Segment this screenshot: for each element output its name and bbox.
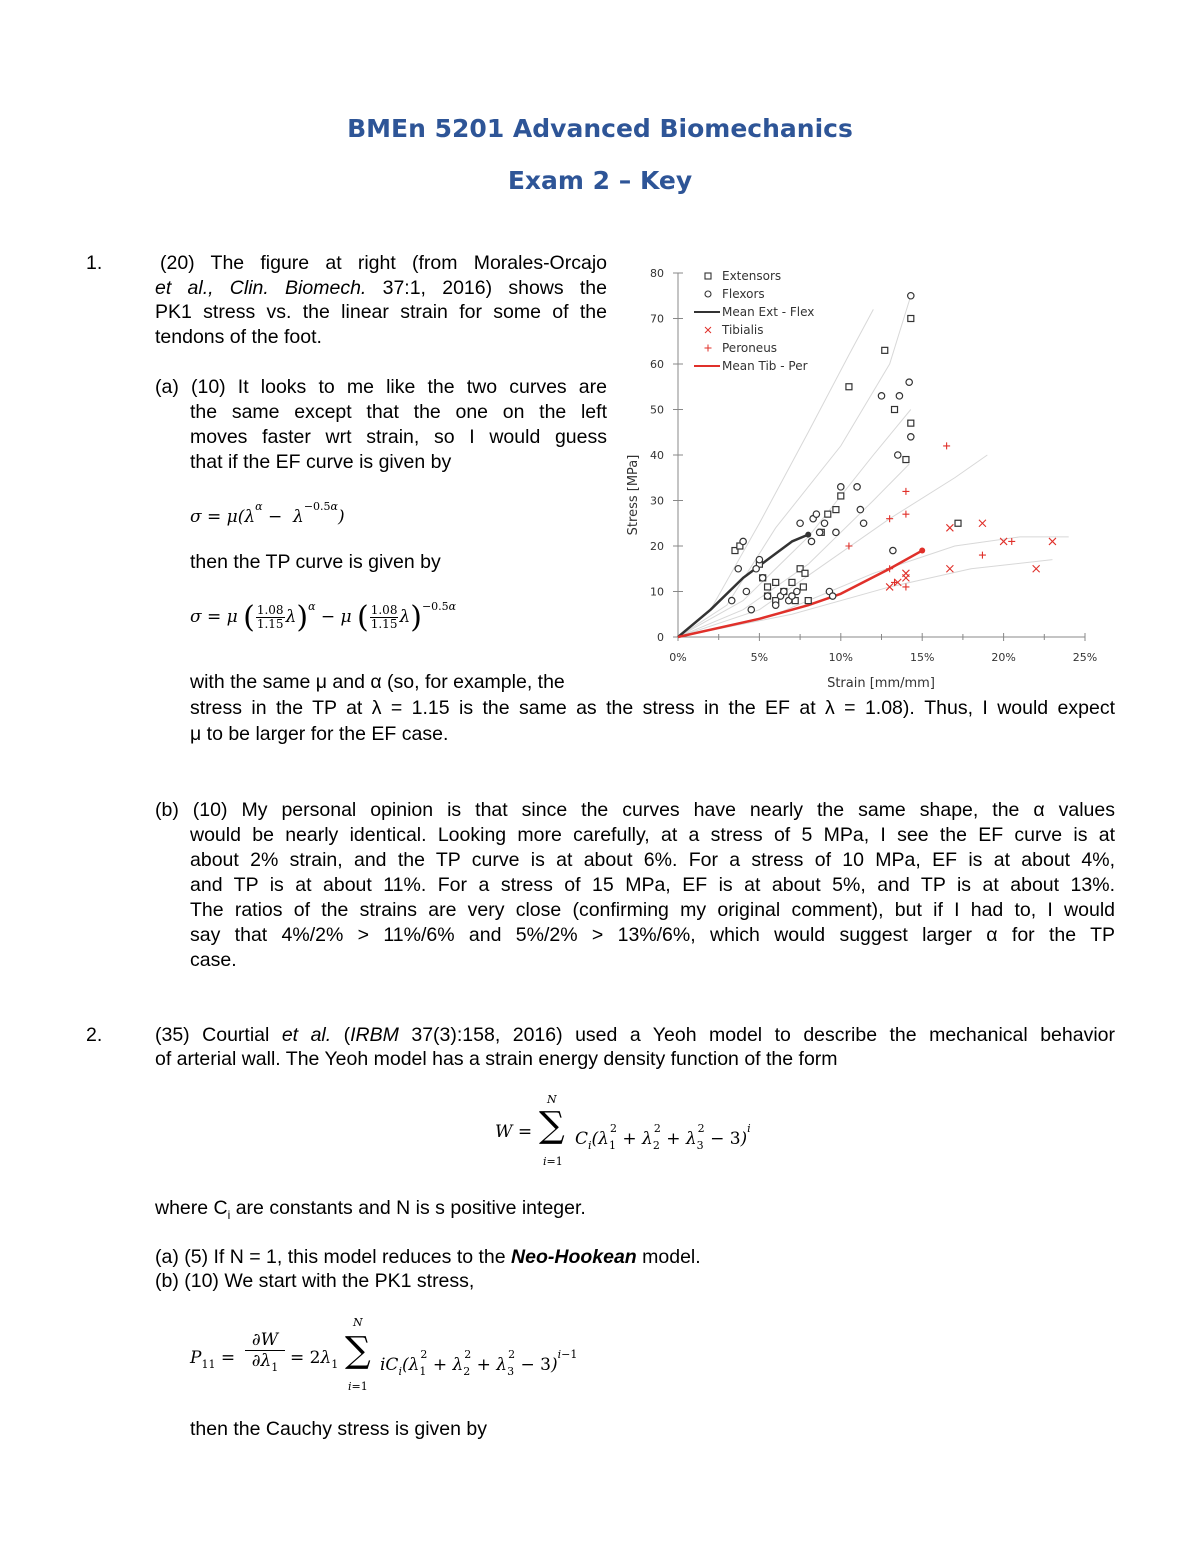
where-b: are constants and N is s positive integer. [230,1197,586,1219]
marker-circle-0 [729,597,735,603]
marker-x-3 [902,570,909,577]
mean-line-end-5 [919,548,925,554]
marker-square-19 [846,384,852,390]
x-tick-label-4: 20% [991,651,1016,664]
marker-circle-23 [833,529,839,535]
legend-label-2: Mean Ext - Flex [722,305,815,319]
legend-label-1: Flexors [722,287,765,301]
marker-circle-9 [772,602,778,608]
equation-pk1: $P_{11}$ = ∂W $\partial\lambda_1$ = $2\lambda_1$ N ∑ i=1 $iC_i(\lambda_1^2 + \lambda_2^2 + \lambda_3^2 - 3)^{i-1}$ [190,1316,578,1393]
q1-intro-line-2 [155,276,607,301]
where-sub: i [227,1207,231,1222]
q2-l1e: 37(3):158, 2016) used a Yeoh model to describe the mechanical behavior [398,1024,1115,1046]
marker-circle-14 [794,588,800,594]
y-tick-label-40: 40 [650,449,664,462]
marker-x-8 [1049,538,1056,545]
q1b-line-6: say that 4%/2% > 11%/6% and 5%/2% > 13%/6%, which would suggest larger α for the TP [190,924,1115,946]
legend-label-3: Tibialis [722,323,764,337]
doc-title: BMEn 5201 Advanced Biomechanics [347,114,853,143]
q1b-line-7: case. [190,949,237,971]
marker-circle-4 [748,607,754,613]
marker-square-4 [765,584,771,590]
marker-circle-2 [740,538,746,544]
doc-subtitle: Exam 2 – Key [507,166,693,195]
x-axis-label: Strain [mm/mm] [827,676,935,691]
q1-intro-line-3: PK1 stress vs. the linear strain for some of the [155,301,607,323]
faint-curve-4 [678,455,987,637]
marker-square-13 [805,598,811,604]
marker-circle-1 [735,566,741,572]
legend-symbol-3 [705,327,711,333]
citation-rest: 37:1, 2016) shows the [366,277,607,299]
q2-line-2: of arterial wall. The Yeoh model has a strain energy density function of the form [155,1048,838,1070]
marker-plus-5 [902,511,909,518]
q1a-line-3: moves faster wrt strain, so I would guess [190,426,607,448]
y-tick-label-60: 60 [650,358,664,371]
marker-square-22 [903,457,909,463]
q1a-line-1: (a) (10) It looks to me like the two curves are [155,376,607,398]
q2-where [155,1196,586,1228]
marker-circle-6 [756,556,762,562]
mean-line-5 [678,551,922,637]
legend-label-5: Mean Tib - Per [722,359,808,373]
marker-square-17 [833,507,839,513]
equation-tp: σ = μ ( $\frac{1.08}{1.15}$ λ)$^\alpha$ − μ ( $\frac{1.08}{1.15}$ λ)$^{-0.5\alpha}$ [190,600,457,635]
q1b-line-5: The ratios of the strains are very close (confirming my original comment), but if I had to, I would [190,899,1115,921]
q2-l1b: et al. [281,1024,332,1046]
marker-circle-20 [797,520,803,526]
marker-circle-24 [838,484,844,490]
marker-x-4 [946,524,953,531]
q1a-line-7: μ to be larger for the EF case. [190,723,449,745]
y-tick-label-10: 10 [650,585,664,599]
marker-square-21 [892,407,898,413]
marker-square-14 [802,570,808,576]
q1a-line-5: with the same μ and α (so, for example, the [190,671,565,693]
q2-l1d: IRBM [350,1024,399,1046]
x-tick-label-3: 15% [909,651,935,664]
marker-circle-19 [813,511,819,517]
q1a-line-4: that if the EF curve is given by [190,451,452,473]
y-axis-label: Stress [MPa] [626,454,641,536]
marker-x-5 [946,565,953,572]
marker-x-6 [979,520,986,527]
equation-ef: $\sigma = \mu(\lambda^\alpha - \lambda^{-0.5\alpha})$ [190,500,345,527]
q2a-c: model. [636,1246,701,1268]
x-tick-label-1: 5% [750,651,769,664]
marker-circle-7 [759,575,765,581]
mean-line-end-4 [805,532,811,538]
marker-circle-18 [821,520,827,526]
marker-square-12 [800,584,806,590]
marker-square-25 [955,520,961,526]
marker-circle-3 [743,588,749,594]
q2a [155,1245,701,1270]
q2-end: then the Cauchy stress is given by [190,1418,487,1440]
q1b-line-1: (b) (10) My personal opinion is that since the curves have nearly the same shape, the α values [155,799,1115,821]
marker-circle-33 [908,434,914,440]
legend-label-0: Extensors [722,269,782,283]
y-tick-label-70: 70 [650,312,664,326]
marker-plus-7 [943,442,950,449]
y-tick-label-30: 30 [650,494,664,508]
q2-l1c: ( [331,1024,351,1046]
marker-square-6 [773,579,779,585]
marker-circle-5 [753,566,759,572]
marker-circle-31 [896,393,902,399]
q2-number: 2. [86,1024,103,1046]
marker-circle-22 [829,593,835,599]
marker-plus-9 [1008,538,1015,545]
q1b-line-3: about 2% strain, and the TP curve is at about 6%. For a stress of 10 MPa, EF is at about 4%, [190,849,1115,871]
x-tick-label-2: 10% [828,651,854,664]
q1-number: 1. [86,252,103,274]
marker-plus-2 [886,515,893,522]
citation: et al., Clin. Biomech. [155,277,367,299]
q1a-line-2: the same except that the one on the left [190,401,607,423]
q1-intro-line-1: (20) The figure at right (from Morales-Orcajo [160,252,607,274]
q2a-b: Neo-Hookean [511,1246,637,1268]
y-tick-label-80: 80 [650,267,664,280]
equation-yeoh: W = N ∑ i=1 $C_i(\lambda_1^2 + \lambda_2^2 + \lambda_3^2 - 3)^i$ [495,1093,751,1168]
marker-circle-30 [895,452,901,458]
marker-square-10 [789,579,795,585]
marker-square-23 [908,420,914,426]
marker-circle-8 [764,593,770,599]
marker-circle-25 [854,484,860,490]
marker-circle-32 [906,379,912,385]
marker-circle-27 [860,520,866,526]
marker-square-18 [838,493,844,499]
marker-plus-4 [902,583,909,590]
legend-symbol-0 [705,273,711,279]
marker-square-20 [882,347,888,353]
marker-circle-11 [781,588,787,594]
q2-l1a: (35) Courtial [155,1024,282,1046]
legend-symbol-4 [705,345,712,352]
legend-symbol-1 [705,291,711,297]
marker-square-16 [825,511,831,517]
marker-x-0 [886,583,893,590]
legend-label-4: Peroneus [722,341,778,355]
q1-intro-line-4: tendons of the foot. [155,326,322,348]
marker-circle-29 [890,547,896,553]
chart-legend [694,269,814,373]
marker-plus-8 [979,552,986,559]
y-tick-label-50: 50 [650,403,664,417]
marker-plus-6 [902,488,909,495]
q1b-line-2: would be nearly identical. Looking more carefully, at a stress of 5 MPa, I see the EF curve is at [190,824,1115,846]
marker-x-9 [1033,565,1040,572]
where-a: where C [155,1197,228,1219]
q1a-line-6: stress in the TP at λ = 1.15 is the same as the stress in the EF at λ = 1.08). Thus, I would expect [190,697,1115,719]
marker-circle-15 [808,538,814,544]
marker-circle-28 [878,393,884,399]
x-tick-label-0: 0% [669,651,687,664]
q2b: (b) (10) We start with the PK1 stress, [155,1270,475,1292]
q1b-line-4: and TP is at about 11%. For a stress of 15 MPa, EF is at about 5%, and TP is at about 13%. [190,874,1115,896]
x-tick-label-5: 25% [1072,651,1098,664]
y-tick-label-0: 0 [657,631,664,644]
marker-circle-17 [816,529,822,535]
marker-circle-34 [908,293,914,299]
stress-strain-chart [615,255,1115,695]
q1a-mid: then the TP curve is given by [190,551,441,573]
q2a-a: (a) (5) If N = 1, this model reduces to the [155,1246,512,1268]
y-tick-label-20: 20 [650,540,664,553]
marker-circle-26 [857,506,863,512]
marker-square-24 [908,316,914,322]
q2-line-1 [155,1023,1115,1048]
